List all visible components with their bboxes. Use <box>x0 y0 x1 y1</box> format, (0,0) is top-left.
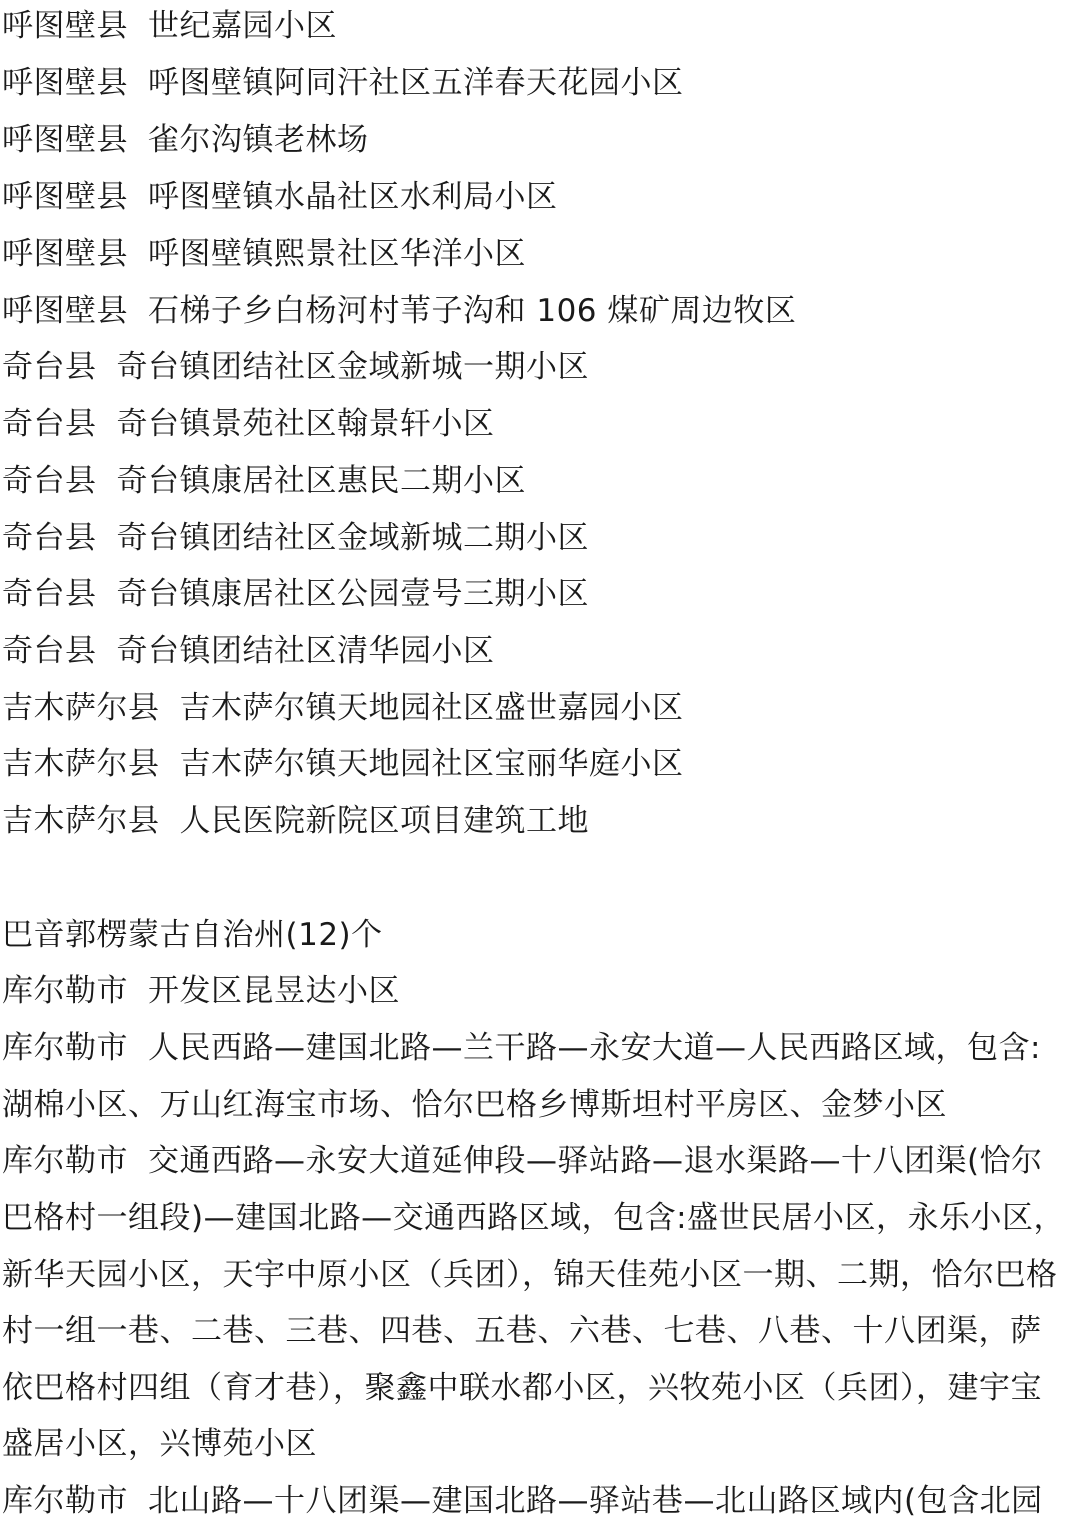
county-name: 奇台县 <box>2 520 97 556</box>
county-name: 库尔勒市 <box>2 1483 128 1519</box>
location-text: 奇台镇康居社区惠民二期小区 <box>116 463 526 499</box>
county-name: 呼图壁县 <box>2 8 128 44</box>
list-item <box>2 1028 1078 1068</box>
continuation-line: 湖棉小区、万山红海宝市场、恰尔巴格乡博斯坦村平房区、金梦小区 <box>2 1087 947 1123</box>
list-item <box>2 63 1078 103</box>
list-item <box>2 291 1078 331</box>
list-item <box>2 971 1078 1011</box>
county-name: 呼图壁县 <box>2 179 128 215</box>
list-item <box>2 177 1078 217</box>
location-text: 呼图壁镇阿同汗社区五洋春天花园小区 <box>148 65 684 101</box>
location-text: 交通西路—永安大道延伸段—驿站路—退水渠路—十八团渠(恰尔 <box>148 1143 1043 1179</box>
continuation-line: 新华天园小区，天宇中原小区（兵团），锦天佳苑小区一期、二期，恰尔巴格 <box>2 1257 1058 1293</box>
list-item <box>2 404 1078 444</box>
county-name: 奇台县 <box>2 633 97 669</box>
location-text: 奇台镇团结社区金域新城二期小区 <box>116 520 589 556</box>
list-item <box>2 631 1078 671</box>
location-text: 奇台镇团结社区金域新城一期小区 <box>116 349 589 385</box>
location-text: 奇台镇康居社区公园壹号三期小区 <box>116 576 589 612</box>
location-text: 北山路—十八团渠—建国北路—驿站巷—北山路区域内(包含北园 <box>148 1483 1043 1519</box>
list-item <box>2 1141 1078 1181</box>
list-item <box>2 234 1078 274</box>
list-item <box>2 120 1078 160</box>
county-name: 库尔勒市 <box>2 1143 128 1179</box>
location-text: 雀尔沟镇老林场 <box>148 122 369 158</box>
list-item <box>2 574 1078 614</box>
county-name: 呼图壁县 <box>2 65 128 101</box>
county-name: 呼图壁县 <box>2 122 128 158</box>
list-item <box>2 461 1078 501</box>
section-heading: 巴音郭楞蒙古自治州(12)个 <box>2 917 383 953</box>
location-text: 吉木萨尔镇天地园社区宝丽华庭小区 <box>179 746 684 782</box>
county-name: 库尔勒市 <box>2 973 128 1009</box>
county-name: 库尔勒市 <box>2 1030 128 1066</box>
county-name: 呼图壁县 <box>2 236 128 272</box>
location-text: 吉木萨尔镇天地园社区盛世嘉园小区 <box>179 690 684 726</box>
county-name: 吉木萨尔县 <box>2 690 160 726</box>
continuation-line: 村一组一巷、二巷、三巷、四巷、五巷、六巷、七巷、八巷、十八团渠，萨 <box>2 1313 1042 1349</box>
list-item <box>2 1481 1078 1521</box>
list-item <box>2 347 1078 387</box>
location-text: 人民西路—建国北路—兰干路—永安大道—人民西路区域，包含: <box>148 1030 1041 1066</box>
county-name: 吉木萨尔县 <box>2 803 160 839</box>
county-name: 吉木萨尔县 <box>2 746 160 782</box>
list-item <box>2 688 1078 728</box>
location-text: 世纪嘉园小区 <box>148 8 337 44</box>
list-item <box>2 6 1078 46</box>
list-item <box>2 744 1078 784</box>
list-item <box>2 518 1078 558</box>
location-text: 奇台镇景苑社区翰景轩小区 <box>116 406 495 442</box>
county-name: 奇台县 <box>2 463 97 499</box>
county-name: 奇台县 <box>2 406 97 442</box>
location-text: 人民医院新院区项目建筑工地 <box>179 803 589 839</box>
location-text: 呼图壁镇熙景社区华洋小区 <box>148 236 526 272</box>
continuation-line: 盛居小区，兴博苑小区 <box>2 1426 317 1462</box>
continuation-line: 巴格村一组段)—建国北路—交通西路区域，包含:盛世民居小区，永乐小区， <box>2 1200 1066 1236</box>
location-text: 奇台镇团结社区清华园小区 <box>116 633 495 669</box>
county-name: 奇台县 <box>2 576 97 612</box>
county-name: 奇台县 <box>2 349 97 385</box>
location-text: 石梯子乡白杨河村苇子沟和 106 煤矿周边牧区 <box>148 293 797 329</box>
list-item <box>2 801 1078 841</box>
location-text: 呼图壁镇水晶社区水利局小区 <box>148 179 558 215</box>
continuation-line: 依巴格村四组（育才巷），聚鑫中联水都小区，兴牧苑小区（兵团），建宇宝 <box>2 1370 1042 1406</box>
location-text: 开发区昆昱达小区 <box>148 973 400 1009</box>
county-name: 呼图壁县 <box>2 293 128 329</box>
